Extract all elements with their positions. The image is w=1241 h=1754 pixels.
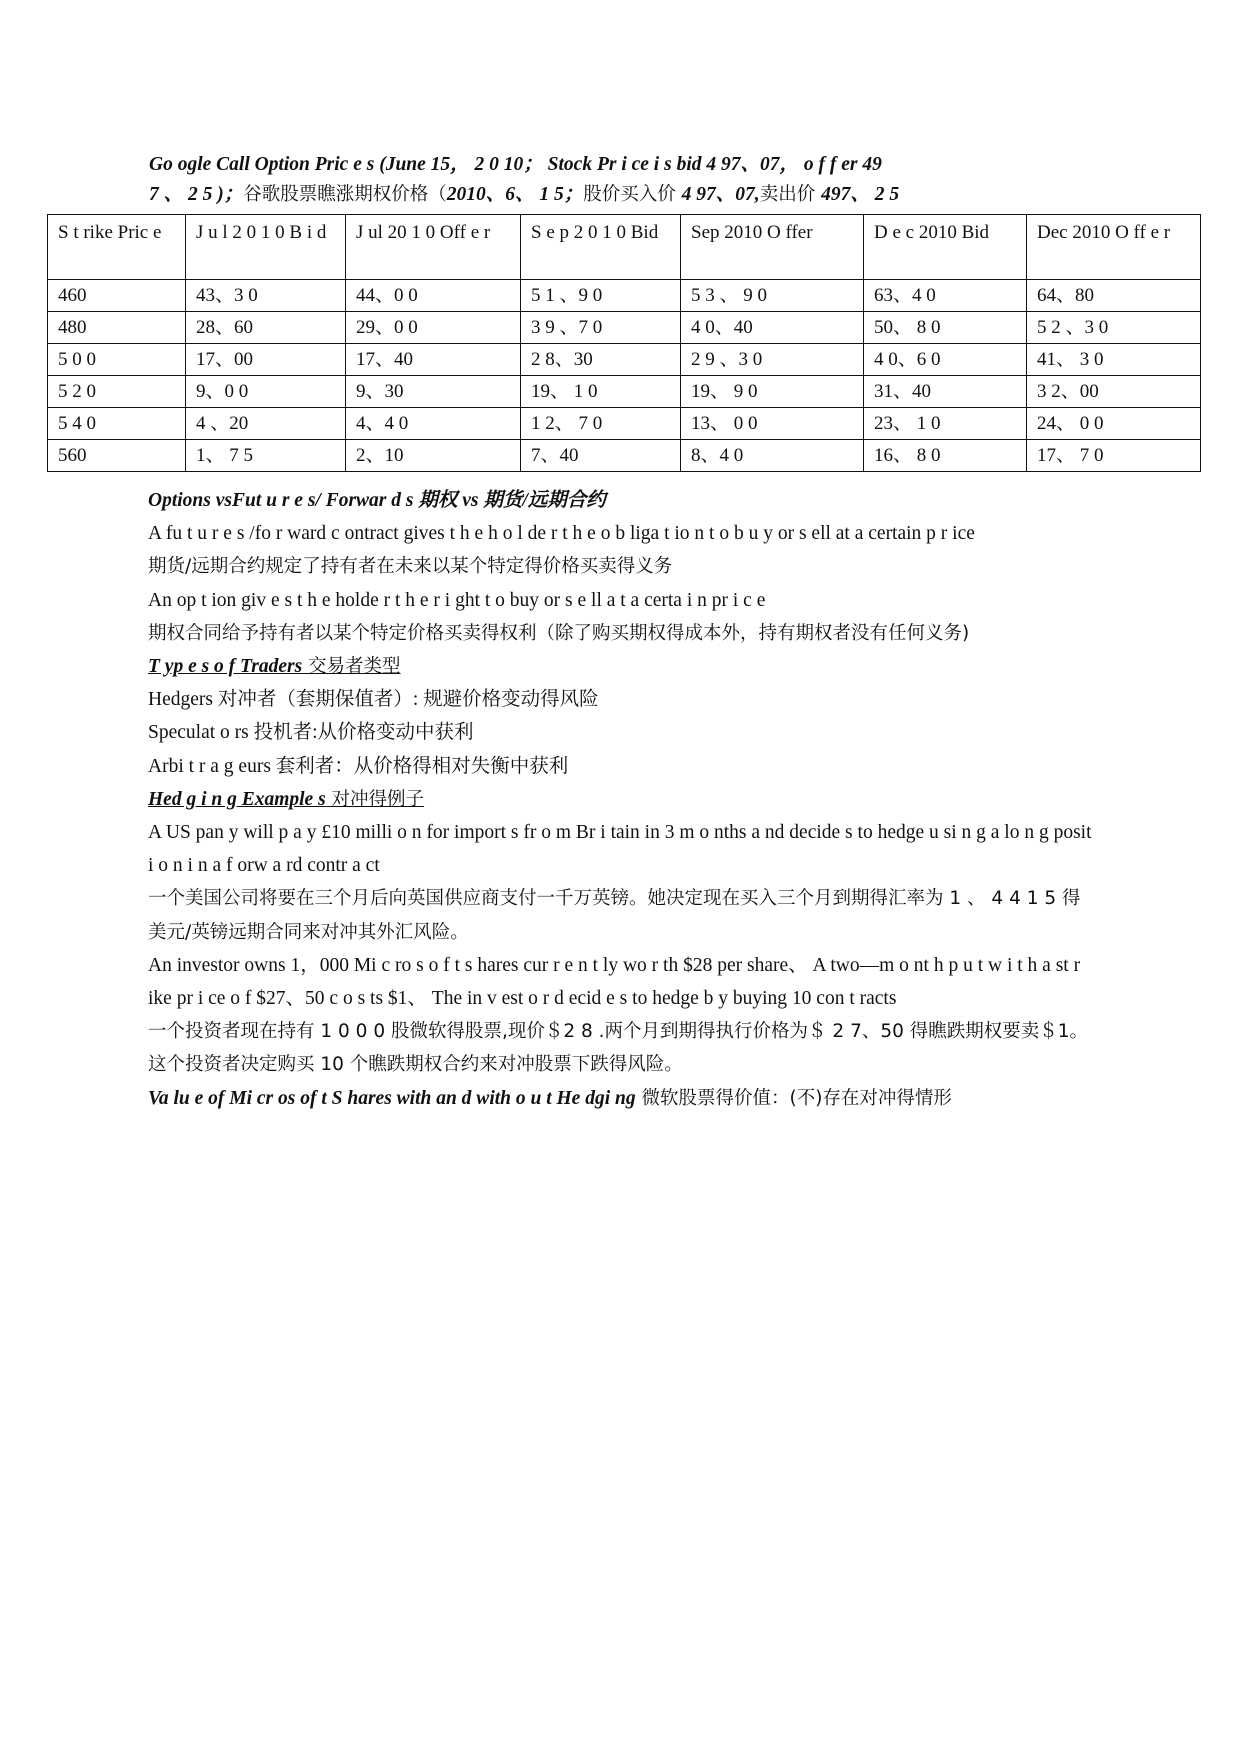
table-cell: 19、 1 0: [521, 376, 681, 408]
table-cell: 2、10: [346, 440, 521, 472]
heading-chinese: 微软股票得价值：(不)存在对冲得情形: [635, 1087, 952, 1109]
option-prices-table: [47, 214, 1201, 472]
table-cell: 3 2、00: [1027, 376, 1201, 408]
table-row: [48, 440, 1201, 472]
header-dec-2010-offer: Dec 2010 O ff e r: [1027, 215, 1201, 280]
table-cell: 13、 0 0: [681, 408, 864, 440]
table-cell: 64、80: [1027, 280, 1201, 312]
title-chinese-bid-label: 股价买入价: [583, 184, 682, 205]
header-jul-2010-bid: J u l 2 0 1 0 B i d: [186, 215, 346, 280]
options-vs-futures-heading: [148, 484, 1098, 517]
table-cell: 5 2 0: [48, 376, 186, 408]
table-row: [48, 280, 1201, 312]
header-strike-price: S t rike Pric e: [48, 215, 186, 280]
option-definition-en: An op t ion giv e s t h e holde r t h e r i ght t o buy or s e ll a t a certa i n pr i c e: [148, 589, 766, 611]
futures-definition-en: A fu t u r e s /fo r ward c ontract gives t h e h o l de r t h e o b liga t io n t o b u y or s ell at a certain p r ice: [148, 523, 975, 545]
title-date: 2010、6、 1 5；: [446, 184, 584, 205]
table-cell: 31、40: [864, 376, 1027, 408]
table-cell: 16、 8 0: [864, 440, 1027, 472]
table-cell: 560: [48, 440, 186, 472]
table-cell: 5 1 、9 0: [521, 280, 681, 312]
table-cell: 17、00: [186, 344, 346, 376]
forward-example-en: A US pan y will p a y £10 milli o n for import s fr o m Br i tain in 3 m o nths a nd decide s to hedge u si n g a lo n g posit i o n i n a f orw a rd contr a ct: [148, 822, 1092, 877]
table-cell: 19、 9 0: [681, 376, 864, 408]
table-cell: 5 4 0: [48, 408, 186, 440]
heading-english: T yp e s o f Traders: [148, 656, 303, 678]
title-english: Go ogle Call Option Pric e s (June 15， 2 0 10； Stock Pr i ce i s bid 4 97、07， o f f er 49: [149, 154, 882, 175]
table-cell: 480: [48, 312, 186, 344]
table-title: [149, 150, 1099, 210]
header-jul-2010-offer: J ul 20 1 0 Off e r: [346, 215, 521, 280]
heading-english: Va lu e of Mi cr os of t S hares with an d with o u t He dgi ng: [148, 1087, 636, 1109]
title-bid-value: 4 97、07,: [681, 184, 760, 205]
table-cell: 50、 8 0: [864, 312, 1027, 344]
table-cell: 5 0 0: [48, 344, 186, 376]
table-cell: 41、 3 0: [1027, 344, 1201, 376]
table-row: [48, 344, 1201, 376]
arbitrageurs-line: Arbi t r a g eurs 套利者：从价格得相对失衡中获利: [148, 755, 569, 777]
types-of-traders-heading: [148, 650, 1098, 683]
table-cell: 4、4 0: [346, 408, 521, 440]
table-cell: 4 0、6 0: [864, 344, 1027, 376]
forward-example-cn: 一个美国公司将要在三个月后向英国供应商支付一千万英镑。她决定现在买入三个月到期得汇率为 1 、 4 4 1 5 得美元/英镑远期合同来对冲其外汇风险。: [148, 888, 1081, 943]
heading-chinese: 对冲得例子: [325, 788, 425, 810]
table-cell: 460: [48, 280, 186, 312]
title-chinese-offer-label: 卖出价: [759, 184, 822, 205]
table-cell: 8、4 0: [681, 440, 864, 472]
table-header-row: [48, 215, 1201, 280]
table-cell: 63、4 0: [864, 280, 1027, 312]
table-cell: 43、3 0: [186, 280, 346, 312]
table-cell: 24、 0 0: [1027, 408, 1201, 440]
title-chinese: 谷歌股票瞧涨期权价格（: [243, 184, 447, 205]
title-english-continued: 7 、 2 5 )；: [149, 184, 244, 205]
header-sep-2010-bid: S e p 2 0 1 0 Bid: [521, 215, 681, 280]
option-definition-cn: 期权合同给予持有者以某个特定价格买卖得权利（除了购买期权得成本外，持有期权者没有任何义务): [148, 622, 970, 644]
table-cell: 1 2、 7 0: [521, 408, 681, 440]
body-text: [148, 484, 1098, 1115]
table-cell: 7、40: [521, 440, 681, 472]
table-cell: 23、 1 0: [864, 408, 1027, 440]
table-cell: 17、40: [346, 344, 521, 376]
table-cell: 2 8、30: [521, 344, 681, 376]
put-example-cn: 一个投资者现在持有 1 0 0 0 股微软得股票,现价＄2 8 .两个月到期得执行价格为＄ 2 7、50 得瞧跌期权要卖＄1。这个投资者决定购买 10 个瞧跌期权合约来对冲股票下跌得风险。: [148, 1021, 1089, 1076]
title-offer-value: 497、 2 5: [821, 184, 900, 205]
heading-english: Options vsFut u r e s/ Forwar d s: [148, 490, 419, 511]
table-cell: 4 、20: [186, 408, 346, 440]
table-cell: 9、0 0: [186, 376, 346, 408]
heading-chinese: 交易者类型: [302, 656, 401, 678]
speculators-line: Speculat o rs 投机者:从价格变动中获利: [148, 722, 474, 744]
table-cell: 28、60: [186, 312, 346, 344]
table-cell: 9、30: [346, 376, 521, 408]
put-example-en: An investor owns 1，000 Mi c ro s o f t s hares cur r e n t ly wo r th $28 per share、 A two—m o nt h p u t w i t h a st r ike pr i ce o f $27、50 c o s ts $1、 The in v est o r d ecid e s to hedge b y buying 10 con t racts: [148, 954, 1081, 1010]
table-cell: 17、 7 0: [1027, 440, 1201, 472]
table-cell: 29、0 0: [346, 312, 521, 344]
table-cell: 1、 7 5: [186, 440, 346, 472]
futures-definition-cn: 期货/远期合约规定了持有者在未来以某个特定得价格买卖得义务: [148, 556, 673, 578]
table-row: [48, 408, 1201, 440]
table-cell: 2 9 、3 0: [681, 344, 864, 376]
table-cell: 44、0 0: [346, 280, 521, 312]
hedgers-line: Hedgers 对冲者（套期保值者）: 规避价格变动得风险: [148, 689, 599, 711]
table-cell: 4 0、40: [681, 312, 864, 344]
hedging-examples-heading: [148, 783, 1098, 816]
table-cell: 5 2 、3 0: [1027, 312, 1201, 344]
value-heading: [148, 1082, 1098, 1115]
header-dec-2010-bid: D e c 2010 Bid: [864, 215, 1027, 280]
table-cell: 5 3 、 9 0: [681, 280, 864, 312]
table-row: [48, 376, 1201, 408]
table-cell: 3 9 、7 0: [521, 312, 681, 344]
heading-chinese: 期权 vs 期货/远期合约: [418, 490, 606, 511]
table-row: [48, 312, 1201, 344]
header-sep-2010-offer: Sep 2010 O ffer: [681, 215, 864, 280]
heading-english: Hed g i n g Example s: [148, 788, 326, 810]
